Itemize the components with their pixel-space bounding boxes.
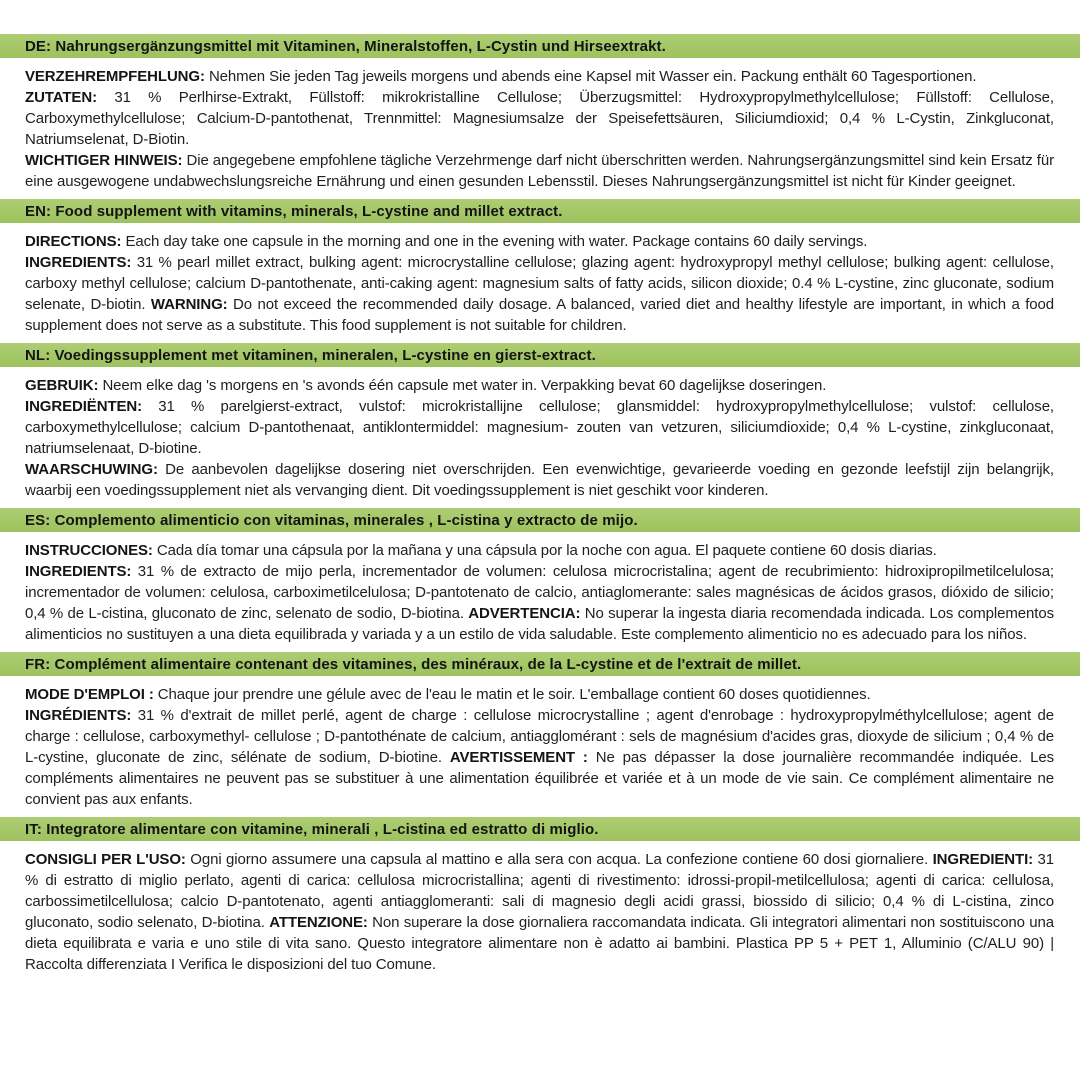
paragraph-lead-in: ZUTATEN: <box>25 89 97 106</box>
language-section-it <box>0 817 1080 975</box>
paragraph-lead-in: WAARSCHUWING: <box>25 461 158 478</box>
language-section-nl <box>0 343 1080 501</box>
paragraph-lead-in: MODE D'EMPLOI : <box>25 686 154 703</box>
label-paragraph: WAARSCHUWING: De aanbevolen dagelijkse dosering niet overschrijden. Een evenwichtige, gevarieerde voeding en gezonde leefstijl zijn belangrijk, waarbij een voedingssupplement niet als vervanging dient. Dit voedingssupplement is niet geschikt voor kinderen. <box>25 461 1054 499</box>
label-paragraph: CONSIGLI PER L'USO: Ogni giorno assumere una capsula al mattino e alla sera con acqua. La confezione contiene 60 dosi giornaliere. INGREDIENTI: 31 % di estratto di miglio perlato, agenti di carica: cellulosa microcristallina; agenti di rivestimento: idrossi-propil-metilcellulosa; agenti di carica: cellulosa, carbossimetilcellulosa; calcio D-pantotenato, agenti antiagglomeranti: sali di magnesio degli acidi grassi, biossido di silicio; 0,4 % di L-cistina, zinco gluconato, sodio selenato, D-biotina. ATTENZIONE: Non superare la dose giornaliera raccomandata indicata. Gli integratori alimentari non sostituiscono una dieta equilibrata e varia e uno stile di vita sano. Questo integratore alimentare non è adatto ai bambini. Plastica PP 5 + PET 1, Alluminio (C/ALU 90) | Raccolta differenziata I Verifica le disposizioni del tuo Comune. <box>25 851 1055 973</box>
label-paragraph: WICHTIGER HINWEIS: Die angegebene empfohlene tägliche Verzehrmenge darf nicht überschritten werden. Nahrungsergänzungsmittel sind kein Ersatz für eine ausgewogene undabwechslungsreiche Ernährung und einen gesunden Lebensstil. Dieses Nahrungsergänzungsmittel ist nicht für Kinder geeignet. <box>25 152 1054 190</box>
label-paragraph: INGREDIENTS: 31 % pearl millet extract, bulking agent: microcrystalline cellulose; glazing agent: hydroxypropyl methyl cellulose; bulking agent: cellulose, carboxy methyl cellulose; calcium D-pantothenate, anti-caking agent: magnesium salts of fatty acids, silicon dioxide; 0.4 % L-cystine, zinc gluconate, sodium selenate, D-biotin. WARNING: Do not exceed the recommended daily dosage. A balanced, varied diet and healthy lifestyle are important, in which a food supplement does not serve as a substitute. This food supplement is not suitable for children. <box>25 254 1054 334</box>
section-header-text: NL: Voedingssupplement met vitaminen, mineralen, L-cystine en gierst-extract. <box>25 346 596 364</box>
section-header-bar <box>0 508 1080 532</box>
label-paragraph: VERZEHREMPFEHLUNG: Nehmen Sie jeden Tag jeweils morgens und abends eine Kapsel mit Wasser ein. Packung enthält 60 Tagesportionen. <box>25 68 977 85</box>
paragraph-lead-in: VERZEHREMPFEHLUNG: <box>25 68 205 85</box>
paragraph-lead-in: ADVERTENCIA: <box>468 605 581 622</box>
section-body <box>25 684 1054 810</box>
paragraph-lead-in: INSTRUCCIONES: <box>25 542 153 559</box>
paragraph-lead-in: DIRECTIONS: <box>25 233 122 250</box>
section-body <box>25 375 1054 501</box>
label-paragraph: INSTRUCCIONES: Cada día tomar una cápsula por la mañana y una cápsula por la noche con agua. El paquete contiene 60 dosis diarias. <box>25 542 937 559</box>
language-section-fr <box>0 652 1080 810</box>
section-header-bar <box>0 199 1080 223</box>
paragraph-lead-in: INGREDIENTS: <box>25 563 132 580</box>
label-paragraph: GEBRUIK: Neem elke dag 's morgens en 's avonds één capsule met water in. Verpakking bevat 60 dagelijkse doseringen. <box>25 377 827 394</box>
label-paragraph: DIRECTIONS: Each day take one capsule in the morning and one in the evening with water. Package contains 60 daily servings. <box>25 233 868 250</box>
paragraph-lead-in: INGRÉDIENTS: <box>25 707 132 724</box>
label-paragraph: ZUTATEN: 31 % Perlhirse-Extrakt, Füllstoff: mikrokristalline Cellulose; Überzugsmittel: Hydroxypropylmethylcellulose; Füllstoff: Cellulose, Carboxymethylcellulose; Calcium-D-pantothenat, Trennmittel: Magnesiumsalze der Speisefettsäuren, Siliciumdioxid; 0,4 % L-Cystin, Zinkgluconat, Natriumselenat, D-Biotin. <box>25 89 1054 148</box>
label-paragraph: INGRÉDIENTS: 31 % d'extrait de millet perlé, agent de charge : cellulose microcrystalline ; agent d'enrobage : hydroxypropylméthylcellulose; agent de charge : cellulose, carboxymethyl- cellulose ; D-pantothénate de calcium, antiagglomérant : sels de magnésium d'acides gras, dioxyde de silicium ; 0,4 % de L-cystine, gluconate de zinc, sélénate de sodium, D-biotine. AVERTISSEMENT : Ne pas dépasser la dose journalière recommandée indiquée. Les compléments alimentaires ne peuvent pas se substituer à une alimentation équilibrée et variée et à un mode de vie sain. Ce complément alimentaire ne convient pas aux enfants. <box>25 707 1054 808</box>
paragraph-lead-in: WICHTIGER HINWEIS: <box>25 152 183 169</box>
section-header-text: FR: Complément alimentaire contenant des vitamines, des minéraux, de la L-cystine et de l'extrait de millet. <box>25 655 802 673</box>
paragraph-lead-in: WARNING: <box>150 296 228 313</box>
language-section-de <box>0 34 1080 192</box>
paragraph-lead-in: INGREDIËNTEN: <box>25 398 143 415</box>
section-header-text: EN: Food supplement with vitamins, minerals, L-cystine and millet extract. <box>25 202 563 220</box>
section-body <box>25 540 1054 645</box>
language-section-es <box>0 508 1080 645</box>
section-header-text: DE: Nahrungsergänzungsmittel mit Vitaminen, Mineralstoffen, L-Cystin und Hirseextrakt. <box>25 37 666 55</box>
section-header-bar <box>0 652 1080 676</box>
paragraph-lead-in: AVERTISSEMENT : <box>449 749 588 766</box>
label-paragraph: INGREDIENTS: 31 % de extracto de mijo perla, incrementador de volumen: celulosa microcristalina; agent de recubrimiento: hidroxipropilmetilcelulosa; incrementador de volumen: celulosa, carboximetilcelulosa; D-pantotenato de calcio, antiaglomerante: sales magnésicas de ácidos grasos, dióxido de silicio; 0,4 % de L-cistina, gluconato de zinc, selenato de sodio, D-biotina. ADVERTENCIA: No superar la ingesta diaria recomendada indicada. Los complementos alimenticios no sustituyen a una dieta equilibrada y variada y a un estilo de vida saludable. Este complemento alimenticio no es adecuado para los niños. <box>25 563 1054 643</box>
paragraph-lead-in: CONSIGLI PER L'USO: <box>25 851 186 868</box>
section-header-bar <box>0 343 1080 367</box>
paragraph-lead-in: GEBRUIK: <box>25 377 99 394</box>
section-body <box>25 849 1054 975</box>
section-body <box>25 66 1054 192</box>
section-header-bar <box>0 34 1080 58</box>
section-header-bar <box>0 817 1080 841</box>
paragraph-lead-in: INGREDIENTS: <box>25 254 132 271</box>
paragraph-lead-in: INGREDIENTI: <box>932 851 1034 868</box>
section-header-text: IT: Integratore alimentare con vitamine, minerali , L-cistina ed estratto di miglio. <box>25 820 599 838</box>
language-section-en <box>0 199 1080 336</box>
section-header-text: ES: Complemento alimenticio con vitaminas, minerales , L-cistina y extracto de mijo. <box>25 511 638 529</box>
paragraph-lead-in: ATTENZIONE: <box>269 914 368 931</box>
label-paragraph: MODE D'EMPLOI : Chaque jour prendre une gélule avec de l'eau le matin et le soir. L'emballage contient 60 doses quotidiennes. <box>25 686 871 703</box>
section-body <box>25 231 1054 336</box>
label-paragraph: INGREDIËNTEN: 31 % parelgierst-extract, vulstof: microkristallijne cellulose; glansmiddel: hydroxypropylmethylcellulose; vulstof: cellulose, carboxymethylcellulose; calcium D-pantothenaat, antiklontermiddel: magnesium- zouten van vetzuren, siliciumdioxide; 0,4 % L-cystine, zinkgluconaat, natriumselenaat, D-biotine. <box>25 398 1054 457</box>
